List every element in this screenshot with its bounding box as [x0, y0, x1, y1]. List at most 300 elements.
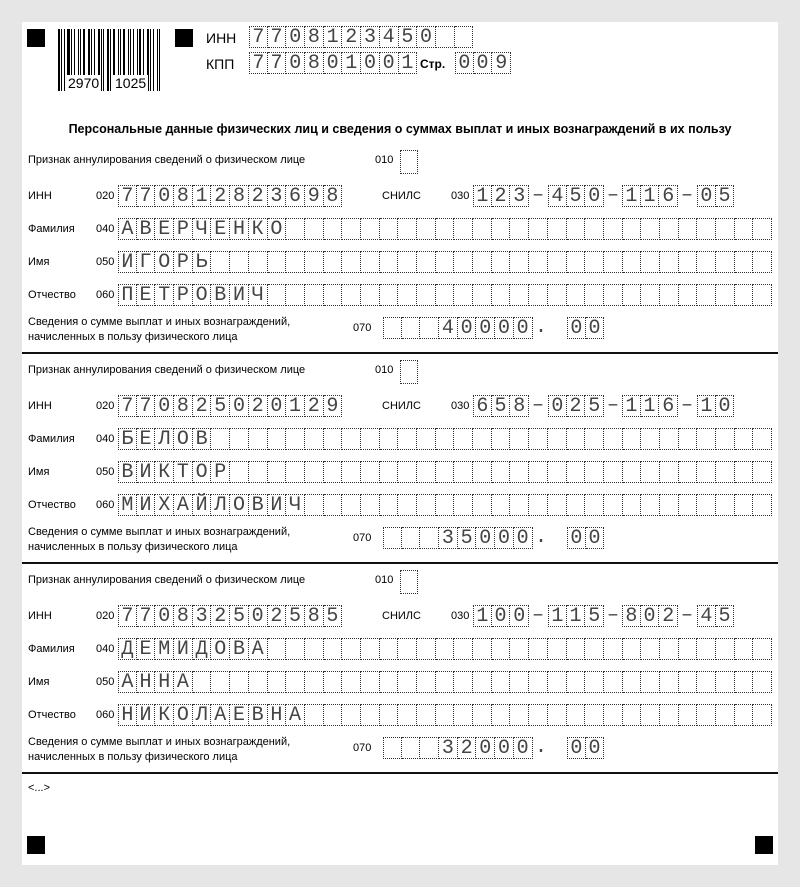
input-cell[interactable] [679, 704, 698, 726]
input-cell[interactable]: 9 [324, 395, 343, 417]
input-cell[interactable]: 0 [476, 317, 495, 339]
input-cell[interactable]: Р [174, 284, 193, 306]
input-cell[interactable] [417, 428, 436, 450]
input-cell[interactable] [436, 494, 455, 516]
input-cell[interactable] [361, 284, 380, 306]
input-cell[interactable] [735, 494, 754, 516]
input-cell[interactable]: А [211, 704, 230, 726]
input-cell[interactable] [268, 461, 287, 483]
header-inn-cells[interactable] [249, 26, 473, 48]
input-cell[interactable] [716, 284, 735, 306]
input-cell[interactable]: Е [230, 704, 249, 726]
input-cell[interactable] [454, 284, 473, 306]
input-cell[interactable] [585, 428, 604, 450]
input-cell[interactable] [753, 218, 772, 240]
input-cell[interactable]: 0 [510, 605, 529, 627]
input-cell[interactable]: Е [137, 428, 156, 450]
name-cells[interactable] [118, 251, 772, 273]
input-cell[interactable] [305, 494, 324, 516]
input-cell[interactable] [735, 461, 754, 483]
input-cell[interactable] [679, 638, 698, 660]
input-cell[interactable] [305, 704, 324, 726]
input-cell[interactable] [753, 428, 772, 450]
input-cell[interactable]: Й [193, 494, 212, 516]
input-cell[interactable] [454, 218, 473, 240]
annul-checkbox[interactable] [400, 570, 418, 594]
input-cell[interactable]: 0 [474, 52, 493, 74]
input-cell[interactable] [324, 251, 343, 273]
input-cell[interactable] [436, 428, 455, 450]
snils-group-3[interactable] [622, 395, 678, 417]
input-cell[interactable] [361, 704, 380, 726]
input-cell[interactable] [641, 428, 660, 450]
input-cell[interactable] [679, 251, 698, 273]
input-cell[interactable]: 7 [249, 52, 268, 74]
input-cell[interactable]: 3 [268, 185, 287, 207]
input-cell[interactable] [548, 494, 567, 516]
input-cell[interactable]: В [230, 638, 249, 660]
input-cell[interactable] [585, 218, 604, 240]
input-cell[interactable] [753, 671, 772, 693]
input-cell[interactable]: 2 [659, 605, 678, 627]
input-cell[interactable]: 2 [305, 395, 324, 417]
input-cell[interactable]: К [155, 704, 174, 726]
input-cell[interactable] [193, 671, 212, 693]
input-cell[interactable] [473, 461, 492, 483]
input-cell[interactable]: О [193, 461, 212, 483]
input-cell[interactable]: 7 [268, 26, 287, 48]
input-cell[interactable] [548, 704, 567, 726]
input-cell[interactable] [342, 638, 361, 660]
input-cell[interactable] [585, 704, 604, 726]
input-cell[interactable]: К [155, 461, 174, 483]
input-cell[interactable] [641, 461, 660, 483]
input-cell[interactable]: К [249, 218, 268, 240]
input-cell[interactable]: 2 [492, 185, 511, 207]
input-cell[interactable] [735, 638, 754, 660]
input-cell[interactable] [604, 251, 623, 273]
amount-decimal-cells[interactable] [567, 317, 604, 339]
input-cell[interactable] [585, 638, 604, 660]
input-cell[interactable]: 5 [458, 527, 477, 549]
input-cell[interactable] [567, 284, 586, 306]
input-cell[interactable] [567, 704, 586, 726]
input-cell[interactable] [383, 527, 402, 549]
inn-cells[interactable] [118, 605, 342, 627]
input-cell[interactable] [529, 704, 548, 726]
input-cell[interactable] [454, 638, 473, 660]
input-cell[interactable] [604, 461, 623, 483]
input-cell[interactable] [604, 671, 623, 693]
input-cell[interactable]: Н [230, 218, 249, 240]
input-cell[interactable]: 3 [510, 185, 529, 207]
input-cell[interactable] [679, 428, 698, 450]
input-cell[interactable] [249, 461, 268, 483]
input-cell[interactable]: Р [211, 461, 230, 483]
input-cell[interactable] [604, 704, 623, 726]
input-cell[interactable] [420, 317, 439, 339]
input-cell[interactable] [436, 671, 455, 693]
input-cell[interactable] [324, 704, 343, 726]
input-cell[interactable]: 7 [137, 185, 156, 207]
input-cell[interactable] [305, 638, 324, 660]
input-cell[interactable]: 3 [439, 737, 458, 759]
input-cell[interactable]: Ч [249, 284, 268, 306]
input-cell[interactable]: 0 [476, 737, 495, 759]
input-cell[interactable] [286, 638, 305, 660]
patronymic-cells[interactable] [118, 494, 772, 516]
input-cell[interactable] [380, 284, 399, 306]
input-cell[interactable]: 0 [697, 185, 716, 207]
input-cell[interactable] [286, 461, 305, 483]
input-cell[interactable] [380, 704, 399, 726]
input-cell[interactable]: 4 [380, 26, 399, 48]
input-cell[interactable] [753, 251, 772, 273]
input-cell[interactable] [679, 461, 698, 483]
input-cell[interactable] [510, 494, 529, 516]
input-cell[interactable]: 1 [286, 395, 305, 417]
input-cell[interactable] [436, 26, 455, 48]
input-cell[interactable] [604, 218, 623, 240]
input-cell[interactable] [641, 284, 660, 306]
input-cell[interactable]: 2 [268, 605, 287, 627]
input-cell[interactable] [286, 284, 305, 306]
input-cell[interactable] [454, 671, 473, 693]
input-cell[interactable]: 5 [716, 185, 735, 207]
input-cell[interactable]: 1 [622, 395, 641, 417]
input-cell[interactable] [398, 218, 417, 240]
snils-group-2[interactable] [548, 395, 604, 417]
input-cell[interactable]: 7 [137, 605, 156, 627]
input-cell[interactable]: 8 [324, 185, 343, 207]
input-cell[interactable]: 0 [495, 317, 514, 339]
input-cell[interactable]: 2 [342, 26, 361, 48]
input-cell[interactable] [641, 704, 660, 726]
input-cell[interactable]: М [118, 494, 137, 516]
input-cell[interactable] [735, 704, 754, 726]
input-cell[interactable]: Р [174, 218, 193, 240]
snils-group-3[interactable] [622, 185, 678, 207]
input-cell[interactable]: И [137, 494, 156, 516]
input-cell[interactable] [417, 284, 436, 306]
input-cell[interactable]: 0 [249, 605, 268, 627]
input-cell[interactable]: Ч [193, 218, 212, 240]
input-cell[interactable] [324, 671, 343, 693]
surname-cells[interactable] [118, 218, 772, 240]
input-cell[interactable]: Р [174, 251, 193, 273]
input-cell[interactable]: 5 [585, 395, 604, 417]
input-cell[interactable] [623, 494, 642, 516]
input-cell[interactable] [567, 494, 586, 516]
input-cell[interactable] [492, 218, 511, 240]
input-cell[interactable]: Л [193, 704, 212, 726]
input-cell[interactable] [342, 428, 361, 450]
input-cell[interactable] [402, 527, 421, 549]
input-cell[interactable] [641, 218, 660, 240]
annul-checkbox[interactable] [400, 360, 418, 384]
input-cell[interactable] [623, 284, 642, 306]
input-cell[interactable] [417, 218, 436, 240]
input-cell[interactable]: О [211, 638, 230, 660]
input-cell[interactable] [305, 671, 324, 693]
input-cell[interactable]: И [174, 638, 193, 660]
input-cell[interactable] [230, 428, 249, 450]
input-cell[interactable] [735, 284, 754, 306]
input-cell[interactable] [567, 218, 586, 240]
input-cell[interactable]: 0 [495, 737, 514, 759]
input-cell[interactable]: 5 [716, 605, 735, 627]
input-cell[interactable] [454, 461, 473, 483]
input-cell[interactable]: 8 [305, 605, 324, 627]
input-cell[interactable] [473, 638, 492, 660]
input-cell[interactable]: 1 [399, 52, 418, 74]
input-cell[interactable] [268, 638, 287, 660]
input-cell[interactable] [641, 494, 660, 516]
input-cell[interactable] [324, 638, 343, 660]
input-cell[interactable] [585, 284, 604, 306]
input-cell[interactable]: 0 [514, 527, 533, 549]
surname-cells[interactable] [118, 638, 772, 660]
input-cell[interactable] [660, 461, 679, 483]
input-cell[interactable] [361, 251, 380, 273]
input-cell[interactable]: Е [137, 284, 156, 306]
input-cell[interactable] [697, 251, 716, 273]
annul-checkbox[interactable] [400, 150, 418, 174]
input-cell[interactable]: 5 [399, 26, 418, 48]
input-cell[interactable] [697, 284, 716, 306]
input-cell[interactable] [753, 494, 772, 516]
input-cell[interactable] [567, 251, 586, 273]
input-cell[interactable] [697, 638, 716, 660]
input-cell[interactable]: 9 [492, 52, 511, 74]
input-cell[interactable] [548, 638, 567, 660]
input-cell[interactable]: 7 [118, 605, 137, 627]
input-cell[interactable] [716, 251, 735, 273]
input-cell[interactable]: 0 [324, 52, 343, 74]
input-cell[interactable]: 4 [439, 317, 458, 339]
input-cell[interactable] [417, 251, 436, 273]
input-cell[interactable] [230, 251, 249, 273]
input-cell[interactable]: 5 [211, 395, 230, 417]
input-cell[interactable] [529, 671, 548, 693]
input-cell[interactable] [548, 428, 567, 450]
input-cell[interactable] [735, 428, 754, 450]
snils-group-1[interactable] [473, 395, 529, 417]
input-cell[interactable] [383, 737, 402, 759]
input-cell[interactable] [473, 671, 492, 693]
input-cell[interactable]: 5 [286, 605, 305, 627]
input-cell[interactable]: 5 [230, 605, 249, 627]
input-cell[interactable] [753, 284, 772, 306]
input-cell[interactable] [660, 704, 679, 726]
inn-cells[interactable] [118, 185, 342, 207]
input-cell[interactable] [324, 218, 343, 240]
input-cell[interactable] [510, 638, 529, 660]
snils-group-2[interactable] [548, 185, 604, 207]
input-cell[interactable]: 8 [305, 26, 324, 48]
input-cell[interactable] [529, 638, 548, 660]
input-cell[interactable]: 2 [211, 605, 230, 627]
input-cell[interactable] [716, 218, 735, 240]
input-cell[interactable] [548, 218, 567, 240]
input-cell[interactable] [641, 251, 660, 273]
input-cell[interactable]: В [249, 494, 268, 516]
input-cell[interactable]: И [230, 284, 249, 306]
input-cell[interactable] [660, 671, 679, 693]
input-cell[interactable]: В [193, 428, 212, 450]
input-cell[interactable] [660, 638, 679, 660]
input-cell[interactable]: Б [118, 428, 137, 450]
input-cell[interactable] [436, 284, 455, 306]
input-cell[interactable] [361, 218, 380, 240]
input-cell[interactable]: Н [268, 704, 287, 726]
input-cell[interactable] [660, 284, 679, 306]
input-cell[interactable] [548, 251, 567, 273]
input-cell[interactable]: Ь [193, 251, 212, 273]
name-cells[interactable] [118, 671, 772, 693]
input-cell[interactable] [697, 428, 716, 450]
input-cell[interactable] [380, 251, 399, 273]
input-cell[interactable] [473, 218, 492, 240]
input-cell[interactable] [398, 638, 417, 660]
input-cell[interactable] [398, 671, 417, 693]
input-cell[interactable] [398, 494, 417, 516]
input-cell[interactable] [604, 284, 623, 306]
input-cell[interactable] [268, 671, 287, 693]
snils-group-4[interactable] [697, 605, 734, 627]
input-cell[interactable] [529, 218, 548, 240]
input-cell[interactable] [679, 284, 698, 306]
input-cell[interactable]: 0 [548, 395, 567, 417]
input-cell[interactable] [286, 218, 305, 240]
input-cell[interactable] [286, 251, 305, 273]
input-cell[interactable] [623, 704, 642, 726]
input-cell[interactable]: 8 [174, 395, 193, 417]
input-cell[interactable]: Л [155, 428, 174, 450]
input-cell[interactable]: 5 [585, 605, 604, 627]
input-cell[interactable]: 0 [716, 395, 735, 417]
input-cell[interactable] [268, 428, 287, 450]
input-cell[interactable]: 0 [286, 52, 305, 74]
input-cell[interactable]: 1 [567, 605, 586, 627]
input-cell[interactable] [753, 461, 772, 483]
patronymic-cells[interactable] [118, 284, 772, 306]
input-cell[interactable]: 5 [492, 395, 511, 417]
input-cell[interactable] [753, 638, 772, 660]
input-cell[interactable] [342, 494, 361, 516]
input-cell[interactable]: 0 [286, 26, 305, 48]
input-cell[interactable]: 7 [118, 185, 137, 207]
input-cell[interactable]: Д [118, 638, 137, 660]
input-cell[interactable] [324, 428, 343, 450]
input-cell[interactable]: 8 [174, 185, 193, 207]
input-cell[interactable]: 1 [641, 185, 660, 207]
input-cell[interactable]: 1 [324, 26, 343, 48]
input-cell[interactable]: А [118, 671, 137, 693]
input-cell[interactable] [697, 671, 716, 693]
input-cell[interactable]: 3 [361, 26, 380, 48]
input-cell[interactable]: Н [155, 671, 174, 693]
input-cell[interactable] [342, 218, 361, 240]
input-cell[interactable] [585, 251, 604, 273]
input-cell[interactable] [529, 494, 548, 516]
input-cell[interactable]: 0 [380, 52, 399, 74]
input-cell[interactable]: Х [155, 494, 174, 516]
input-cell[interactable] [679, 218, 698, 240]
input-cell[interactable]: 0 [155, 605, 174, 627]
input-cell[interactable]: 0 [455, 52, 474, 74]
input-cell[interactable] [735, 218, 754, 240]
input-cell[interactable]: 6 [473, 395, 492, 417]
input-cell[interactable] [361, 428, 380, 450]
input-cell[interactable] [604, 428, 623, 450]
input-cell[interactable] [473, 284, 492, 306]
input-cell[interactable] [716, 461, 735, 483]
input-cell[interactable]: 2 [193, 395, 212, 417]
input-cell[interactable] [436, 461, 455, 483]
input-cell[interactable]: 0 [585, 185, 604, 207]
input-cell[interactable] [529, 284, 548, 306]
input-cell[interactable]: Ч [286, 494, 305, 516]
input-cell[interactable]: 0 [417, 26, 436, 48]
input-cell[interactable] [361, 461, 380, 483]
input-cell[interactable]: А [286, 704, 305, 726]
input-cell[interactable] [716, 494, 735, 516]
input-cell[interactable] [454, 428, 473, 450]
input-cell[interactable]: М [155, 638, 174, 660]
input-cell[interactable] [697, 461, 716, 483]
input-cell[interactable] [268, 251, 287, 273]
input-cell[interactable]: Д [193, 638, 212, 660]
input-cell[interactable] [380, 218, 399, 240]
input-cell[interactable]: 1 [622, 185, 641, 207]
input-cell[interactable] [473, 428, 492, 450]
input-cell[interactable]: 0 [155, 185, 174, 207]
input-cell[interactable]: А [249, 638, 268, 660]
input-cell[interactable]: И [118, 251, 137, 273]
input-cell[interactable] [585, 461, 604, 483]
amount-integer-cells[interactable] [383, 317, 533, 339]
input-cell[interactable] [567, 461, 586, 483]
input-cell[interactable] [623, 218, 642, 240]
input-cell[interactable]: Т [155, 284, 174, 306]
input-cell[interactable] [324, 461, 343, 483]
input-cell[interactable]: О [174, 428, 193, 450]
input-cell[interactable] [492, 284, 511, 306]
input-cell[interactable] [510, 671, 529, 693]
input-cell[interactable] [660, 218, 679, 240]
input-cell[interactable] [398, 461, 417, 483]
input-cell[interactable] [398, 428, 417, 450]
input-cell[interactable]: 0 [495, 527, 514, 549]
input-cell[interactable] [398, 704, 417, 726]
input-cell[interactable]: 6 [659, 185, 678, 207]
input-cell[interactable]: О [230, 494, 249, 516]
input-cell[interactable] [567, 671, 586, 693]
input-cell[interactable] [249, 428, 268, 450]
input-cell[interactable]: 8 [305, 52, 324, 74]
input-cell[interactable] [454, 251, 473, 273]
input-cell[interactable] [492, 494, 511, 516]
input-cell[interactable] [492, 671, 511, 693]
input-cell[interactable] [417, 638, 436, 660]
input-cell[interactable] [548, 461, 567, 483]
input-cell[interactable]: 2 [249, 395, 268, 417]
input-cell[interactable] [436, 704, 455, 726]
input-cell[interactable] [585, 494, 604, 516]
input-cell[interactable] [716, 638, 735, 660]
input-cell[interactable] [623, 251, 642, 273]
